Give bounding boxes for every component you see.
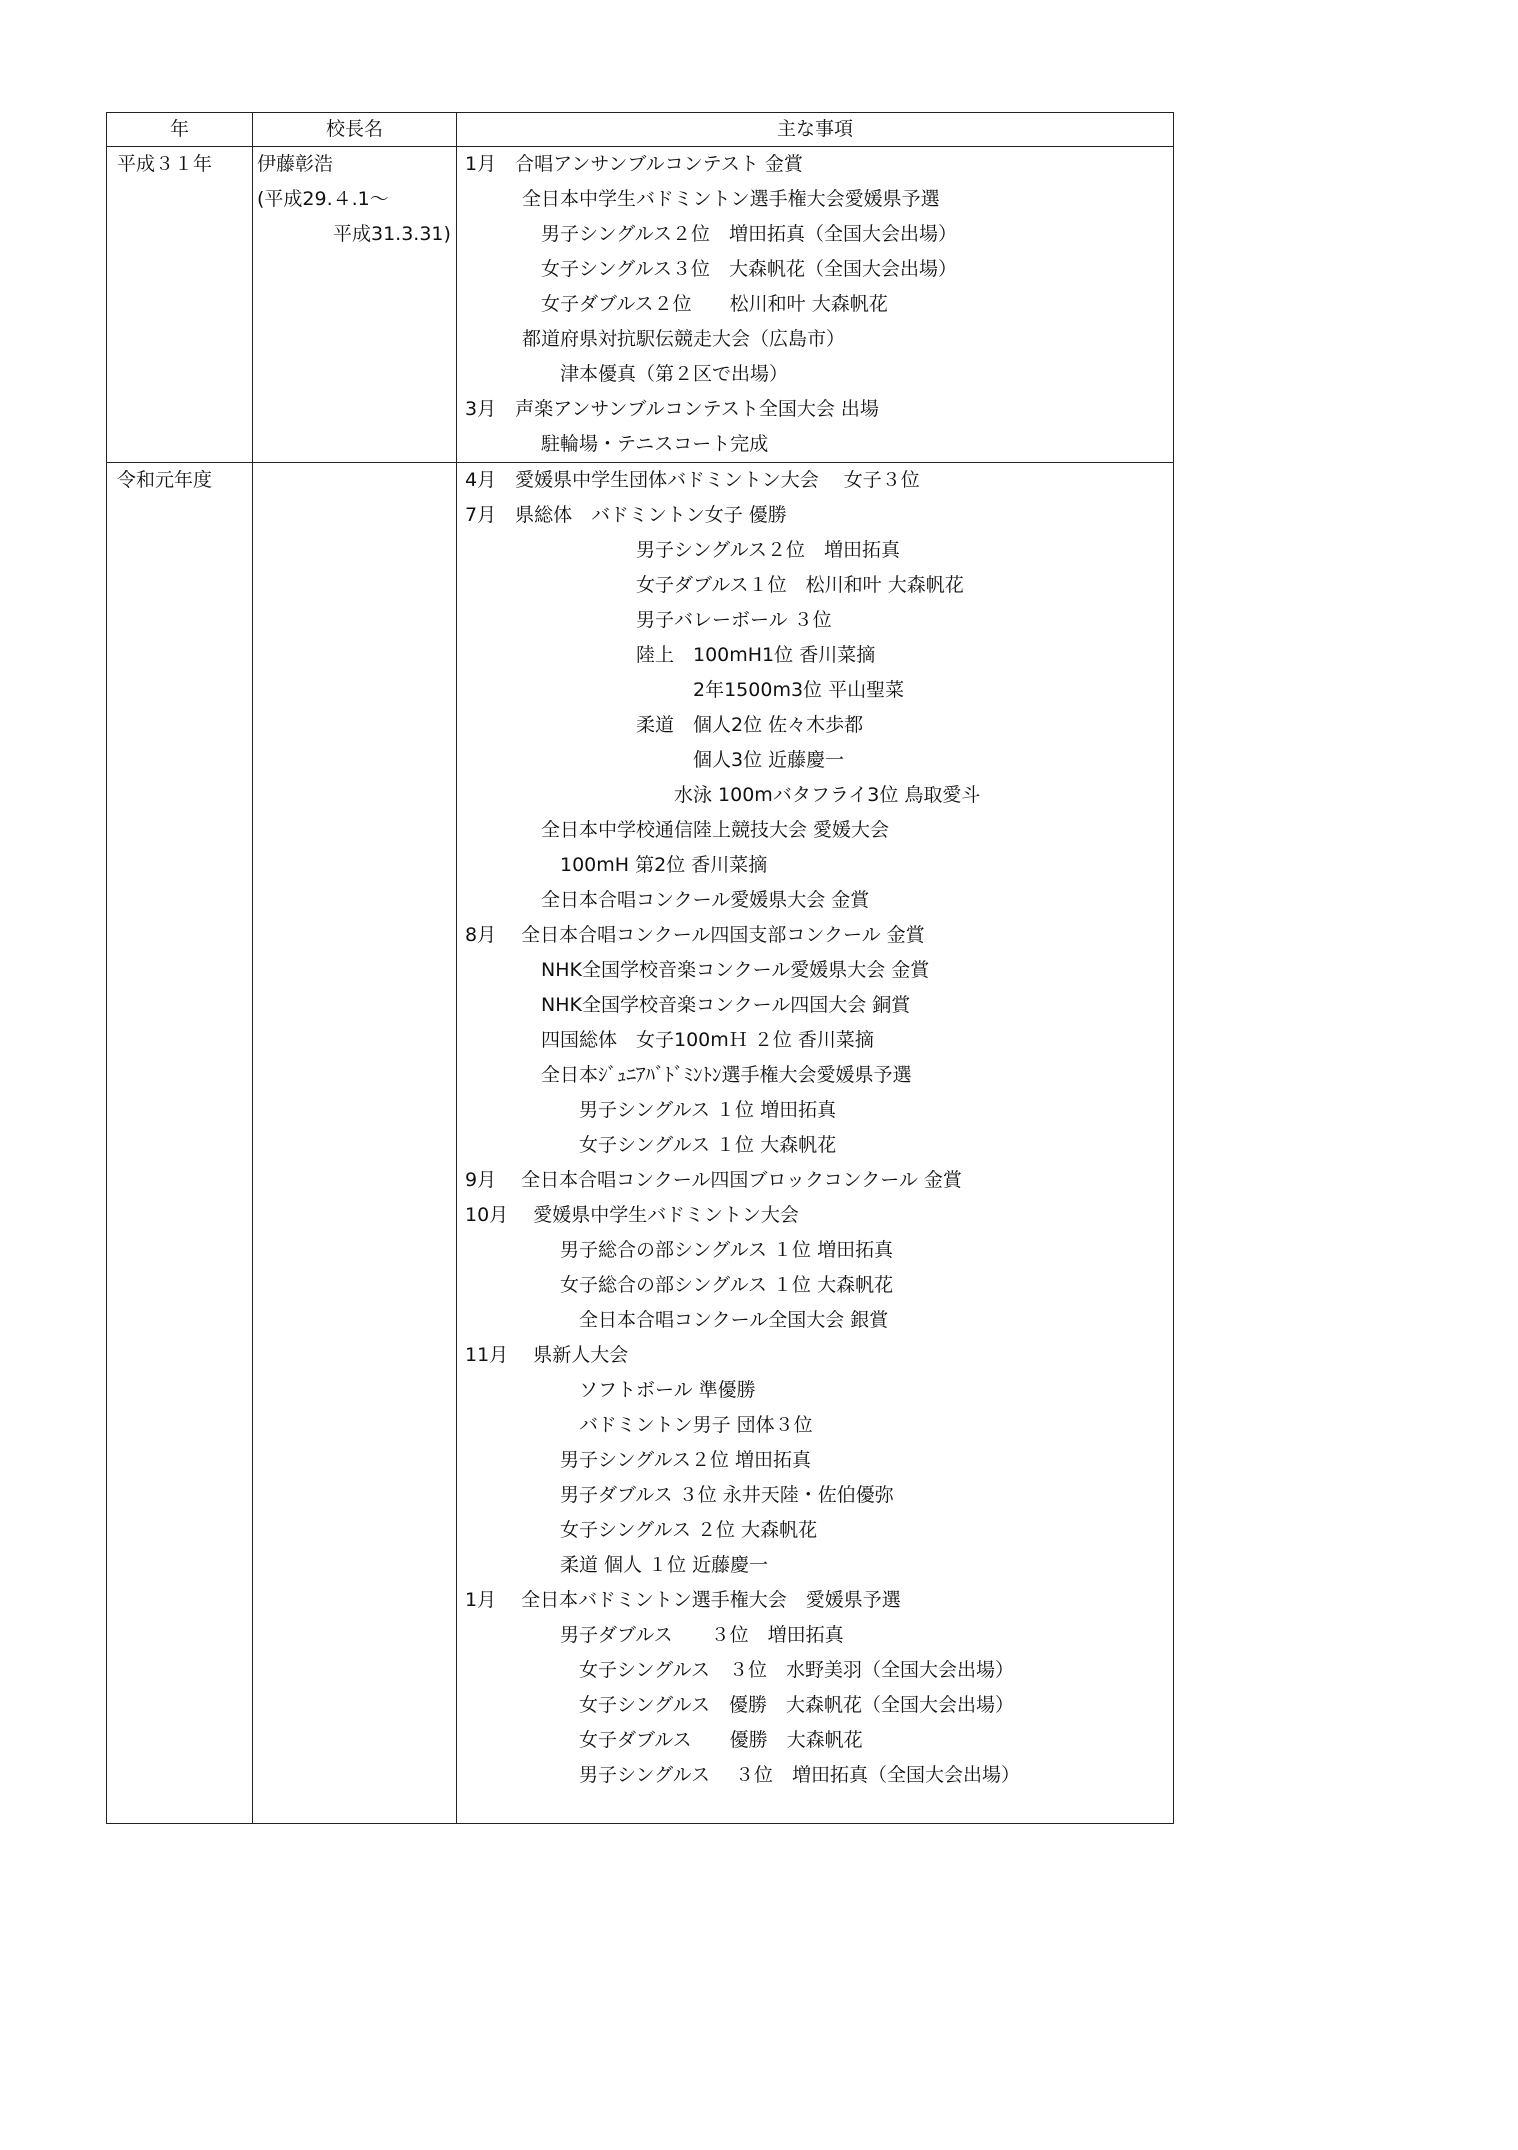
principal-cell <box>253 463 457 1824</box>
event-line: 四国総体 女子100mＨ ２位 香川菜摘 <box>465 1029 874 1051</box>
event-line: 水泳 100mバタフライ3位 鳥取愛斗 <box>465 784 981 806</box>
table-row <box>107 147 1174 463</box>
year-label: 平成３１年 <box>117 153 213 175</box>
event-line: 1月 全日本バドミントン選手権大会 愛媛県予選 <box>465 1589 901 1611</box>
header-year: 年 <box>107 113 253 147</box>
event-line: 3月 声楽アンサンブルコンテスト全国大会 出場 <box>465 398 879 420</box>
events-cell <box>457 147 1174 463</box>
school-history-table <box>106 112 1174 1824</box>
table-row <box>107 463 1174 1824</box>
event-line: 男子総合の部シングルス １位 増田拓真 <box>465 1239 894 1261</box>
event-line: 男子シングルス２位 増田拓真 <box>465 1449 812 1471</box>
event-line: 女子ダブルス２位 松川和叶 大森帆花 <box>465 293 888 315</box>
event-line: ソフトボール 準優勝 <box>465 1379 756 1401</box>
event-line: 全日本ｼﾞｭﾆｱﾊﾞﾄﾞﾐﾝﾄﾝ選手権大会愛媛県予選 <box>465 1064 912 1086</box>
event-line: 9月 全日本合唱コンクール四国ブロックコンクール 金賞 <box>465 1169 962 1191</box>
event-line: 7月 県総体 バドミントン女子 優勝 <box>465 504 787 526</box>
event-line: 個人3位 近藤慶一 <box>465 749 845 771</box>
event-line: 駐輪場・テニスコート完成 <box>465 433 769 455</box>
event-line: 1月 合唱アンサンブルコンテスト 金賞 <box>465 153 803 175</box>
event-line: 女子シングルス ３位 水野美羽（全国大会出場） <box>465 1659 1015 1681</box>
principal-cell <box>253 147 457 463</box>
event-line: 都道府県対抗駅伝競走大会（広島市） <box>465 328 846 350</box>
year-cell <box>107 463 253 1824</box>
event-line: 津本優真（第２区で出場） <box>465 363 789 385</box>
event-line: 男子シングルス２位 増田拓真（全国大会出場） <box>465 223 958 245</box>
event-line: 女子シングルス ２位 大森帆花 <box>465 1519 818 1541</box>
year-cell <box>107 147 253 463</box>
event-line: 全日本中学校通信陸上競技大会 愛媛大会 <box>465 819 890 841</box>
event-line: 陸上 100mH1位 香川菜摘 <box>465 644 876 666</box>
event-line: NHK全国学校音楽コンクール四国大会 銅賞 <box>465 994 911 1016</box>
event-line: 2年1500m3位 平山聖菜 <box>465 679 905 701</box>
event-line: 男子ダブルス ３位 永井天陸・佐伯優弥 <box>465 1484 894 1506</box>
event-line: 男子バレーボール ３位 <box>465 609 832 631</box>
event-line: 女子シングルス 優勝 大森帆花（全国大会出場） <box>465 1694 1015 1716</box>
event-line: NHK全国学校音楽コンクール愛媛県大会 金賞 <box>465 959 930 981</box>
event-line: 10月 愛媛県中学生バドミントン大会 <box>465 1204 799 1226</box>
header-principal: 校長名 <box>253 113 457 147</box>
event-line: 全日本中学生バドミントン選手権大会愛媛県予選 <box>465 188 940 210</box>
event-line: 女子シングルス３位 大森帆花（全国大会出場） <box>465 258 958 280</box>
principal-term-start: (平成29.４.1～ <box>257 188 389 210</box>
event-line: 8月 全日本合唱コンクール四国支部コンクール 金賞 <box>465 924 925 946</box>
principal-name: 伊藤彰浩 <box>257 153 334 175</box>
event-line: 女子ダブルス 優勝 大森帆花 <box>465 1729 863 1751</box>
event-line: 女子ダブルス１位 松川和叶 大森帆花 <box>465 574 964 596</box>
event-line: 男子ダブルス ３位 増田拓真 <box>465 1624 844 1646</box>
header-row <box>107 113 1174 147</box>
year-label: 令和元年度 <box>117 469 213 491</box>
event-line: 柔道 個人2位 佐々木歩都 <box>465 714 864 736</box>
event-line: 全日本合唱コンクール全国大会 銀賞 <box>465 1309 889 1331</box>
event-line: 全日本合唱コンクール愛媛県大会 金賞 <box>465 889 870 911</box>
principal-term-end: 平成31.3.31) <box>257 223 451 245</box>
event-line: 男子シングルス １位 増田拓真 <box>465 1099 837 1121</box>
event-line: 女子総合の部シングルス １位 大森帆花 <box>465 1274 894 1296</box>
event-line: 男子シングルス ３位 増田拓真（全国大会出場） <box>465 1764 1021 1786</box>
events-cell <box>457 463 1174 1824</box>
event-line: 4月 愛媛県中学生団体バドミントン大会 女子３位 <box>465 469 920 491</box>
event-line: 11月 県新人大会 <box>465 1344 629 1366</box>
event-line: 女子シングルス １位 大森帆花 <box>465 1134 837 1156</box>
event-line: 柔道 個人 １位 近藤慶一 <box>465 1554 769 1576</box>
event-line: 男子シングルス２位 増田拓真 <box>465 539 901 561</box>
event-line: 100mH 第2位 香川菜摘 <box>465 854 768 876</box>
header-events: 主な事項 <box>457 113 1174 147</box>
event-line: バドミントン男子 団体３位 <box>465 1414 813 1436</box>
